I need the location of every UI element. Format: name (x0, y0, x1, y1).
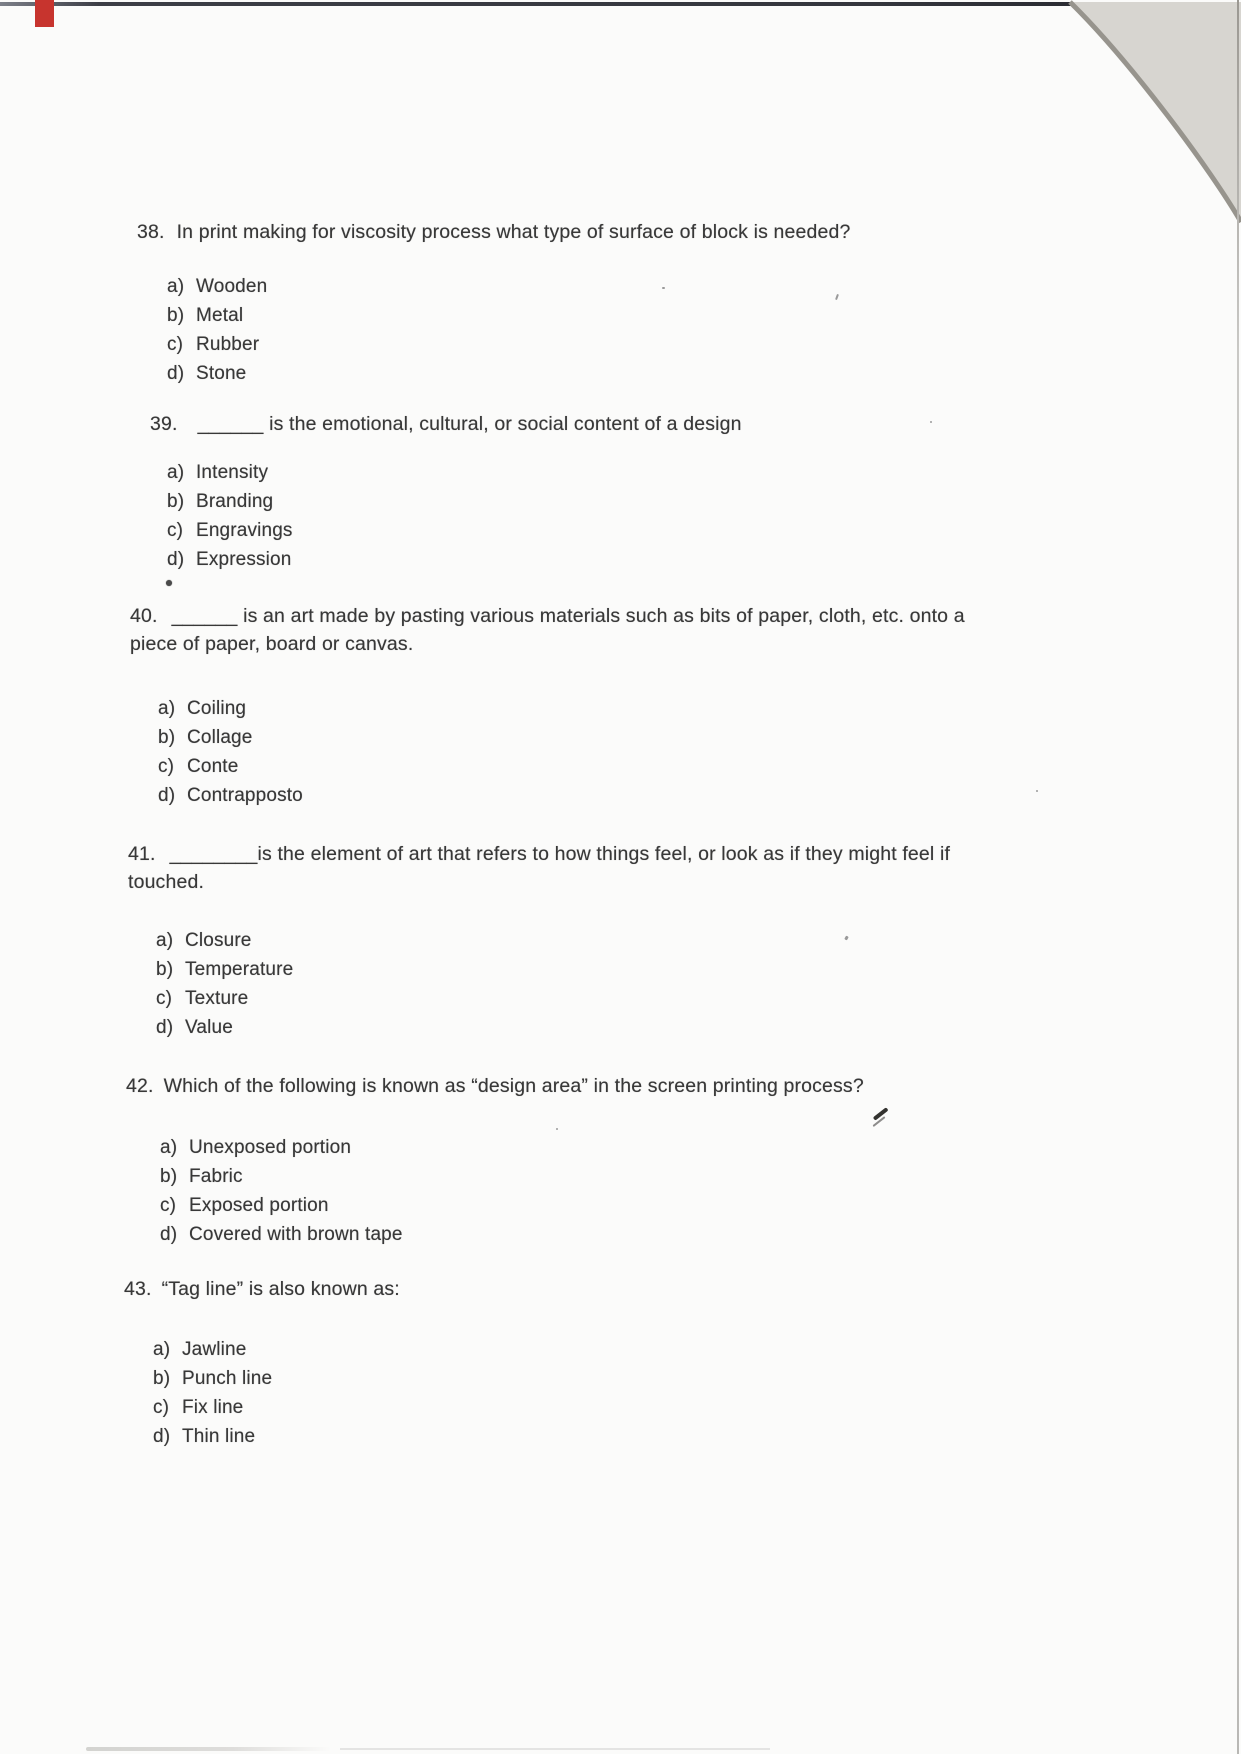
question-stem-line (128, 868, 950, 896)
option-item (160, 1133, 403, 1162)
page-right-edge-line (1237, 0, 1239, 1754)
question-stem (150, 410, 742, 438)
option-list (160, 1133, 403, 1249)
option-item (156, 955, 293, 984)
option-label: Rubber (196, 334, 260, 355)
option-label: Wooden (196, 276, 268, 297)
question-stem-line (130, 602, 965, 630)
question-number: 42. (126, 1075, 154, 1097)
question-stem (137, 218, 851, 246)
question-text: “Tag line” is also known as: (161, 1278, 400, 1300)
question-number: 40. (130, 605, 158, 627)
option-letter: b) (160, 1166, 178, 1187)
question-stem-line (126, 1072, 864, 1100)
option-label: Metal (196, 305, 244, 326)
option-item (160, 1220, 403, 1249)
scan-speck (844, 936, 849, 941)
option-label: Unexposed portion (189, 1137, 352, 1158)
option-label: Closure (185, 930, 252, 951)
option-letter: a) (153, 1339, 171, 1360)
question-number: 38. (137, 221, 165, 243)
folded-corner-shadow (1061, 0, 1241, 230)
question-text: Which of the following is known as “design area” in the screen printing process? (163, 1075, 864, 1097)
pen-tick-mark (873, 1107, 889, 1120)
option-label: Conte (187, 756, 239, 777)
question-text: touched. (128, 871, 205, 893)
option-letter: c) (158, 756, 175, 777)
bottom-scan-smudge (86, 1747, 331, 1751)
option-label: Texture (185, 988, 249, 1009)
scan-speck (835, 294, 839, 300)
option-letter: d) (158, 785, 176, 806)
question-stem-line (128, 840, 950, 868)
option-item (158, 694, 303, 723)
option-item (158, 752, 303, 781)
option-label: Covered with brown tape (189, 1224, 403, 1245)
option-label: Intensity (196, 462, 269, 483)
option-label: Stone (196, 363, 247, 384)
option-item (153, 1393, 272, 1422)
option-list (167, 272, 267, 388)
option-letter: d) (167, 363, 185, 384)
question-number: 39. (150, 413, 178, 435)
option-list (158, 694, 303, 810)
option-letter: a) (167, 462, 185, 483)
question-text: ______ is an art made by pasting various materials such as bits of paper, cloth, etc. onto a (171, 605, 965, 627)
scan-speck (930, 421, 932, 423)
option-letter: a) (156, 930, 174, 951)
option-letter: d) (156, 1017, 174, 1038)
option-letter: d) (167, 549, 185, 570)
option-list (156, 926, 293, 1042)
option-label: Contrapposto (187, 785, 303, 806)
option-letter: b) (158, 727, 176, 748)
option-item (156, 926, 293, 955)
option-item (167, 301, 267, 330)
question-stem-line (150, 410, 742, 438)
option-list (153, 1335, 272, 1451)
option-label: Value (185, 1017, 233, 1038)
option-item (160, 1191, 403, 1220)
question-text: ______ is the emotional, cultural, or social content of a design (197, 413, 742, 435)
option-letter: c) (153, 1397, 170, 1418)
question-stem-line (137, 218, 851, 246)
option-item (156, 1013, 293, 1042)
option-item (158, 723, 303, 752)
option-item (167, 516, 293, 545)
option-label: Punch line (182, 1368, 273, 1389)
red-registration-mark (35, 0, 54, 27)
scan-speck (1036, 790, 1038, 792)
stray-bullet-mark (166, 580, 172, 586)
bottom-scan-smudge (340, 1748, 770, 1750)
question-stem (128, 840, 950, 896)
option-item (167, 545, 293, 574)
question-number: 43. (124, 1278, 152, 1300)
option-letter: a) (158, 698, 176, 719)
option-item (167, 458, 293, 487)
option-list (167, 458, 293, 574)
option-label: Temperature (185, 959, 294, 980)
page-top-edge-line (0, 2, 1241, 6)
option-letter: d) (160, 1224, 178, 1245)
option-letter: a) (160, 1137, 178, 1158)
option-label: Exposed portion (189, 1195, 329, 1216)
option-item (167, 330, 267, 359)
option-letter: d) (153, 1426, 171, 1447)
option-item (167, 359, 267, 388)
option-letter: a) (167, 276, 185, 297)
option-item (153, 1364, 272, 1393)
option-letter: b) (167, 491, 185, 512)
option-letter: c) (156, 988, 173, 1009)
option-label: Engravings (196, 520, 293, 541)
question-text: piece of paper, board or canvas. (130, 633, 414, 655)
option-item (153, 1335, 272, 1364)
option-item (167, 272, 267, 301)
option-letter: b) (153, 1368, 171, 1389)
option-letter: c) (160, 1195, 177, 1216)
option-letter: c) (167, 520, 184, 541)
question-stem (126, 1072, 864, 1100)
question-stem-line (124, 1275, 400, 1303)
question-number: 41. (128, 843, 156, 865)
option-label: Jawline (182, 1339, 247, 1360)
scan-speck (556, 1128, 558, 1130)
option-label: Fix line (182, 1397, 244, 1418)
option-label: Fabric (189, 1166, 243, 1187)
question-stem (124, 1275, 400, 1303)
option-letter: b) (167, 305, 185, 326)
option-item (167, 487, 293, 516)
question-text: ________is the element of art that refers to how things feel, or look as if they might feel if (169, 843, 951, 865)
option-label: Thin line (182, 1426, 256, 1447)
option-item (153, 1422, 272, 1451)
option-letter: b) (156, 959, 174, 980)
question-stem-line (130, 630, 965, 658)
option-label: Coiling (187, 698, 247, 719)
option-letter: c) (167, 334, 184, 355)
question-stem (130, 602, 965, 658)
question-text: In print making for viscosity process what type of surface of block is needed? (176, 221, 851, 243)
option-item (156, 984, 293, 1013)
option-item (160, 1162, 403, 1191)
scan-speck (662, 287, 665, 289)
option-item (158, 781, 303, 810)
option-label: Branding (196, 491, 274, 512)
option-label: Collage (187, 727, 253, 748)
option-label: Expression (196, 549, 292, 570)
